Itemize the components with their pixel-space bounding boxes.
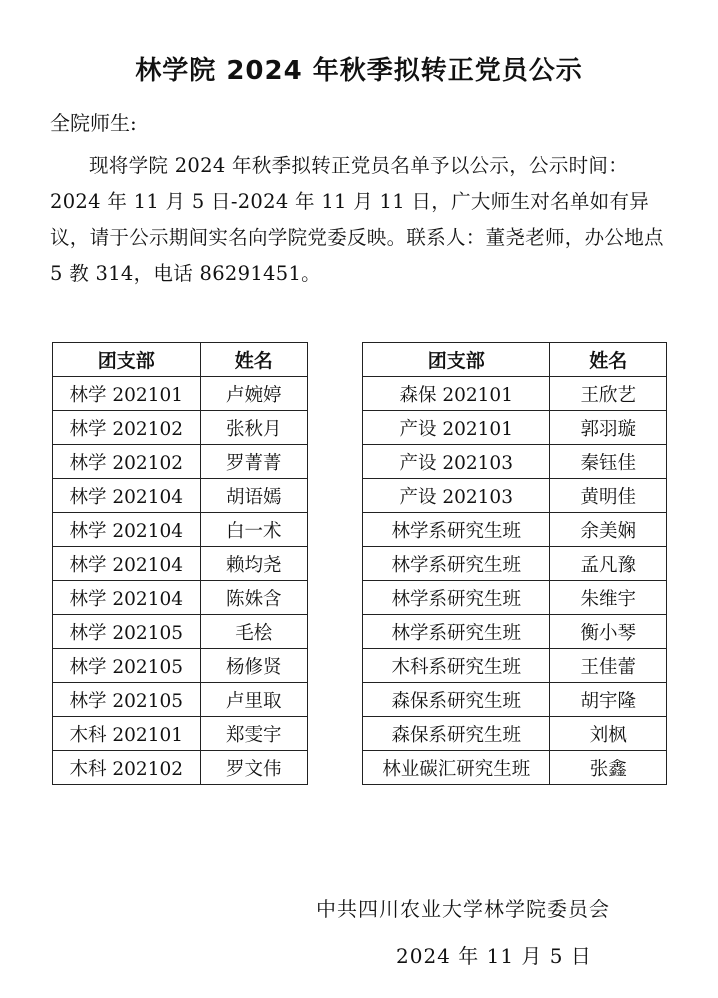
table-header-row [53, 343, 308, 377]
name-cell: 陈姝含 [200, 581, 307, 615]
table-row [363, 377, 667, 411]
table-row [363, 513, 667, 547]
branch-cell: 林学 202102 [53, 445, 201, 479]
branch-cell: 林学 202101 [53, 377, 201, 411]
branch-cell: 林学 202105 [53, 683, 201, 717]
table-row [363, 683, 667, 717]
name-cell: 衡小琴 [550, 615, 667, 649]
name-cell: 孟凡豫 [550, 547, 667, 581]
header-name: 姓名 [200, 343, 307, 377]
table-row [363, 479, 667, 513]
table-row [53, 513, 308, 547]
table-row [53, 615, 308, 649]
branch-cell: 林学系研究生班 [363, 513, 550, 547]
branch-cell: 木科 202101 [53, 717, 201, 751]
branch-cell: 产设 202103 [363, 445, 550, 479]
branch-cell: 林学系研究生班 [363, 581, 550, 615]
table-row [53, 683, 308, 717]
table-row [53, 479, 308, 513]
name-cell: 王欣艺 [550, 377, 667, 411]
branch-cell: 林学 202102 [53, 411, 201, 445]
branch-cell: 林学 202104 [53, 479, 201, 513]
name-cell: 卢里取 [200, 683, 307, 717]
table-row [363, 547, 667, 581]
name-cell: 杨修贤 [200, 649, 307, 683]
branch-cell: 林业碳汇研究生班 [363, 751, 550, 785]
name-cell: 毛桧 [200, 615, 307, 649]
member-table-left [52, 342, 308, 785]
table-row [363, 445, 667, 479]
branch-cell: 木科 202102 [53, 751, 201, 785]
table-row [53, 649, 308, 683]
header-branch: 团支部 [363, 343, 550, 377]
table-row [53, 377, 308, 411]
branch-cell: 木科系研究生班 [363, 649, 550, 683]
name-cell: 余美娴 [550, 513, 667, 547]
name-cell: 张秋月 [200, 411, 307, 445]
name-cell: 朱维宇 [550, 581, 667, 615]
name-cell: 刘枫 [550, 717, 667, 751]
branch-cell: 林学 202105 [53, 615, 201, 649]
name-cell: 胡语嫣 [200, 479, 307, 513]
table-row [363, 649, 667, 683]
name-cell: 王佳蕾 [550, 649, 667, 683]
branch-cell: 林学系研究生班 [363, 615, 550, 649]
member-rows-right [363, 377, 667, 785]
name-cell: 黄明佳 [550, 479, 667, 513]
name-cell: 张鑫 [550, 751, 667, 785]
name-cell: 卢婉婷 [200, 377, 307, 411]
branch-cell: 林学系研究生班 [363, 547, 550, 581]
table-row [53, 445, 308, 479]
name-cell: 赖均尧 [200, 547, 307, 581]
name-cell: 白一术 [200, 513, 307, 547]
table-row [53, 751, 308, 785]
table-row [53, 581, 308, 615]
header-name: 姓名 [550, 343, 667, 377]
member-rows-left [53, 377, 308, 785]
name-cell: 罗菁菁 [200, 445, 307, 479]
table-row [53, 717, 308, 751]
branch-cell: 林学 202104 [53, 581, 201, 615]
notice-body: 现将学院 2024 年秋季拟转正党员名单予以公示，公示时间：2024 年 11 月 5 日-2024 年 11 月 11 日，广大师生对名单如有异议，请于公示期间实名向学院党委反映。联系人：董尧老师，办公地点 5 教 314，电话 86291451。 [50, 154, 664, 285]
branch-cell: 林学 202105 [53, 649, 201, 683]
table-row [363, 411, 667, 445]
branch-cell: 林学 202104 [53, 513, 201, 547]
page-title: 林学院 2024 年秋季拟转正党员公示 [135, 56, 583, 86]
table-row [363, 615, 667, 649]
header-branch: 团支部 [53, 343, 201, 377]
name-cell: 秦钰佳 [550, 445, 667, 479]
signer: 中共四川农业大学林学院委员会 [316, 897, 610, 921]
issue-date: 2024 年 11 月 5 日 [396, 944, 592, 968]
salutation: 全院师生: [50, 111, 137, 135]
table-header-row [363, 343, 667, 377]
member-table-right [362, 342, 667, 785]
branch-cell: 林学 202104 [53, 547, 201, 581]
branch-cell: 产设 202103 [363, 479, 550, 513]
table-row [363, 581, 667, 615]
table-row [53, 411, 308, 445]
table-row [363, 751, 667, 785]
name-cell: 郭羽璇 [550, 411, 667, 445]
name-cell: 郑雯宇 [200, 717, 307, 751]
branch-cell: 森保 202101 [363, 377, 550, 411]
branch-cell: 森保系研究生班 [363, 717, 550, 751]
table-row [363, 717, 667, 751]
branch-cell: 森保系研究生班 [363, 683, 550, 717]
table-row [53, 547, 308, 581]
name-cell: 罗文伟 [200, 751, 307, 785]
branch-cell: 产设 202101 [363, 411, 550, 445]
name-cell: 胡宇隆 [550, 683, 667, 717]
